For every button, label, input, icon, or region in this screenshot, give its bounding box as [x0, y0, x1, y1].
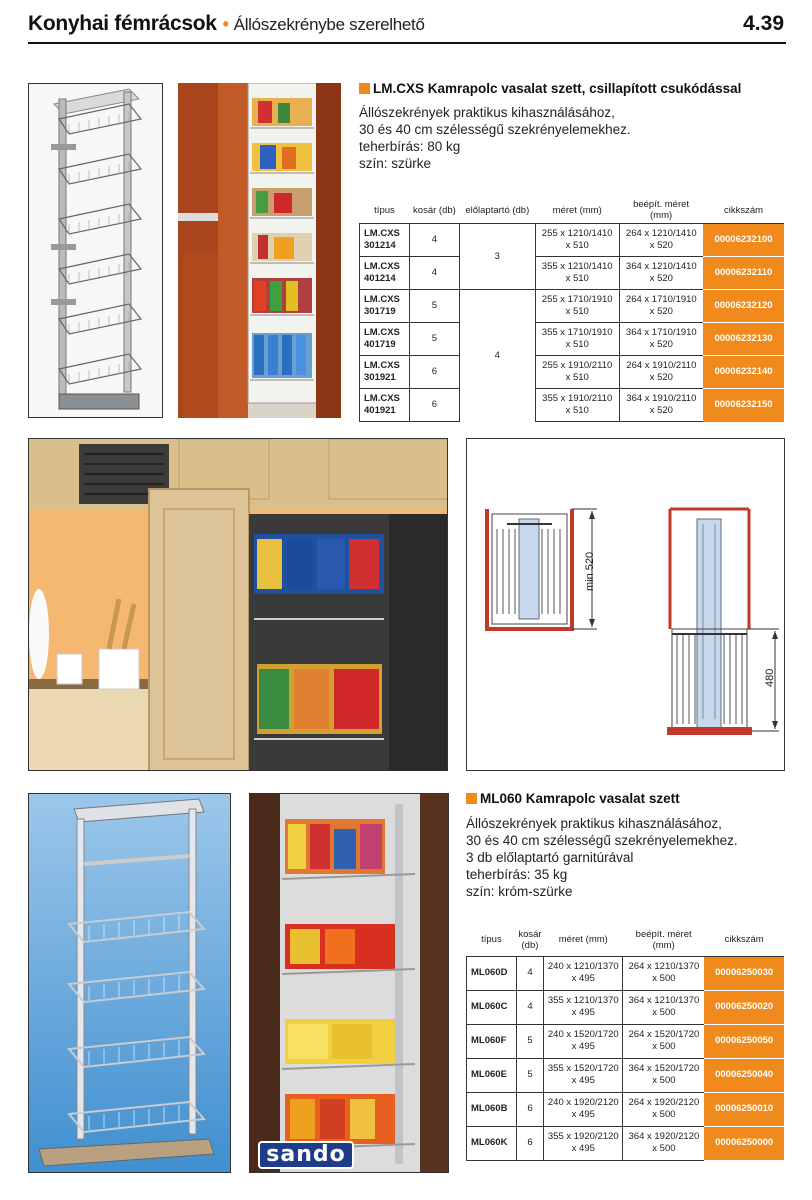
table-row: LM.CXS 301719 5 4 255 x 1710/1910 x 510 264 x 1710/1910 x 520 00006232120	[360, 290, 785, 323]
table-row: ML060E 5 355 x 1520/1720 x 495 364 x 1520/1720 x 500 00006250040	[467, 1058, 785, 1092]
page-title: Konyhai fémrácsok • Állószekrénybe szerelhető	[28, 12, 425, 35]
table-row: ML060F 5 240 x 1520/1720 x 495 264 x 1520/1720 x 500 00006250050	[467, 1024, 785, 1058]
dimension-label-480: 480	[764, 668, 776, 687]
section-description-lmcxs: Állószekrények praktikus kihasználásához, 30 és 40 cm szélességű szekrényelemekhez. teherbírás: 80 kg szín: szürke	[359, 105, 631, 171]
diagram-closed-state	[487, 509, 597, 629]
table-row: LM.CXS 401921 6 355 x 1910/2110 x 510 364 x 1910/2110 x 520 00006232150	[360, 389, 785, 422]
page-subtitle: Állószekrénybe szerelhető	[233, 15, 425, 34]
table-row: LM.CXS 401214 4 355 x 1210/1410 x 510 364 x 1210/1410 x 520 00006232110	[360, 257, 785, 290]
table-row: ML060D 4 240 x 1210/1370 x 495 264 x 1210/1370 x 500 00006250030	[467, 956, 785, 990]
table-row: LM.CXS 301921 6 255 x 1910/2110 x 510 264 x 1910/2110 x 520 00006232140	[360, 356, 785, 389]
table-header-row: típus kosár (db) méret (mm) beépít. méret (mm) cikkszám	[467, 924, 785, 956]
ml060-rack-illustration	[29, 794, 231, 1173]
section-description-ml060: Állószekrények praktikus kihasználásához, 30 és 40 cm szélességű szekrényelemekhez. 3 db előlaptartó garnitúrával teherbírás: 35 kg szín: króm-szürke	[466, 816, 738, 899]
product-photo-lmcxs-cabinet	[28, 438, 448, 771]
page-header	[28, 10, 786, 44]
sando-logo: sando	[258, 1141, 354, 1169]
table-row: ML060C 4 355 x 1210/1370 x 495 364 x 1210/1370 x 500 00006250020	[467, 990, 785, 1024]
spec-table-lmcxs	[359, 197, 784, 422]
table-row: ML060B 6 240 x 1920/2120 x 495 264 x 1920/2120 x 500 00006250010	[467, 1092, 785, 1126]
orange-square-icon	[359, 83, 370, 94]
table-header-row: típus kosár (db) előlaptartó (db) méret (mm) beépít. méret (mm) cikkszám	[360, 197, 785, 224]
installation-diagram	[466, 438, 785, 771]
product-photo-ml060-kitchen	[249, 793, 449, 1173]
dimension-label-min520: min 520	[584, 551, 596, 591]
ml060-kitchen-illustration	[250, 794, 449, 1173]
table-row: LM.CXS 301214 4 3 255 x 1210/1410 x 510 264 x 1210/1410 x 520 00006232100	[360, 224, 785, 257]
product-photo-lmcxs-rack	[28, 83, 163, 418]
section-title-ml060: ML060 Kamrapolc vasalat szett	[466, 791, 680, 806]
orange-square-icon	[466, 793, 477, 804]
table-row: ML060K 6 355 x 1920/2120 x 495 364 x 1920/2120 x 500 00006250000	[467, 1126, 785, 1160]
dimension-diagram	[467, 439, 785, 771]
orange-bullet-icon: •	[222, 14, 229, 34]
kitchen-illustration	[178, 83, 341, 418]
spec-table-ml060	[466, 924, 784, 1161]
product-photo-ml060-rack	[28, 793, 231, 1173]
page-number: 4.39	[743, 12, 784, 35]
product-photo-lmcxs-kitchen	[178, 83, 341, 418]
diagram-open-state	[667, 509, 779, 735]
rack-illustration	[29, 84, 163, 418]
section-title-lmcxs: LM.CXS Kamrapolc vasalat szett, csillapított csukódással	[359, 81, 741, 96]
cabinet-illustration	[29, 439, 448, 771]
table-row: LM.CXS 401719 5 355 x 1710/1910 x 510 364 x 1710/1910 x 520 00006232130	[360, 323, 785, 356]
